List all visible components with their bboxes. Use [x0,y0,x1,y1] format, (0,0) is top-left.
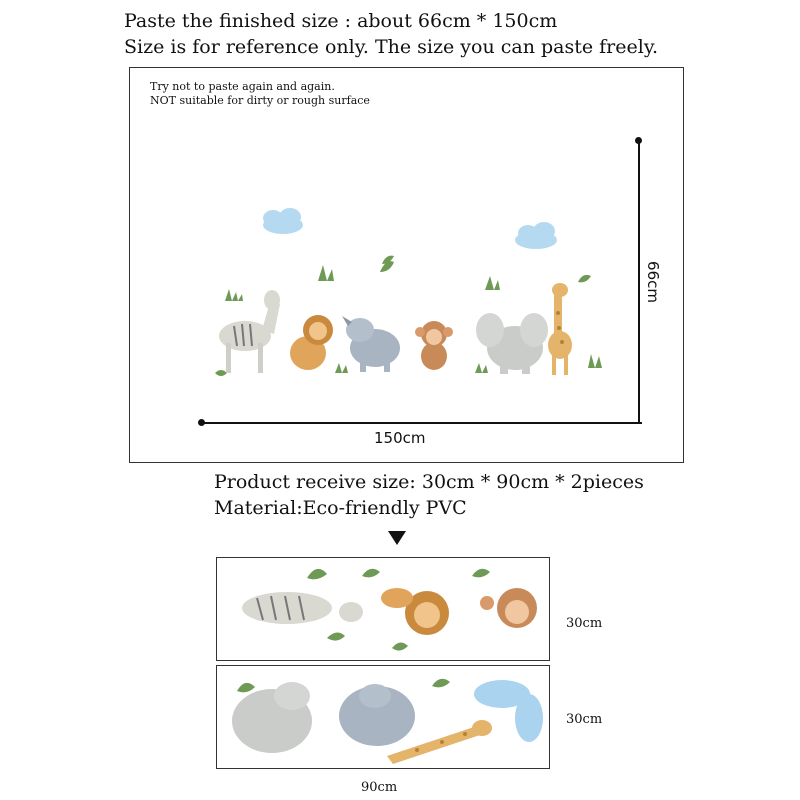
monkey-figure [415,321,453,370]
decal-sheet-1 [216,557,550,661]
lion-figure [290,315,333,370]
sheet-1-artwork [217,558,550,661]
sheet-2-height-label: 30cm [566,712,603,727]
sheet-2-artwork [217,666,550,769]
material-text: Material:Eco-friendly PVC [214,497,467,519]
rhino-sticker [339,684,415,746]
sheet-1-height-label: 30cm [566,616,603,631]
wall-decal-illustration [130,68,685,464]
surface-note: NOT suitable for dirty or rough surface [150,94,370,107]
zebra-figure [219,290,280,373]
down-arrow-icon [388,531,406,545]
cloud-right [515,222,557,249]
rhino-figure [342,316,400,372]
zebra-sticker [242,592,363,624]
height-dimension-endpoint [635,137,642,144]
size-note: Size is for reference only. The size you can paste freely. [124,36,659,58]
height-label: 66cm [643,261,662,303]
elephant-sticker [232,682,312,753]
cloud-left [263,208,303,234]
size-heading: Paste the finished size : about 66cm * 150cm [124,10,558,32]
giraffe-figure [548,283,572,375]
paste-note: Try not to paste again and again. [150,80,335,93]
wall-preview-frame [129,67,684,463]
height-dimension-line [638,140,640,424]
elephant-figure [476,313,548,374]
receive-size-text: Product receive size: 30cm * 90cm * 2pieces [214,471,644,493]
sheet-width-label: 90cm [361,780,398,795]
width-dimension-line [202,422,642,424]
width-label: 150cm [374,429,426,447]
lion-sticker [381,588,449,635]
decal-sheet-2 [216,665,550,769]
monkey-sticker [480,588,537,628]
width-dimension-endpoint [198,419,205,426]
